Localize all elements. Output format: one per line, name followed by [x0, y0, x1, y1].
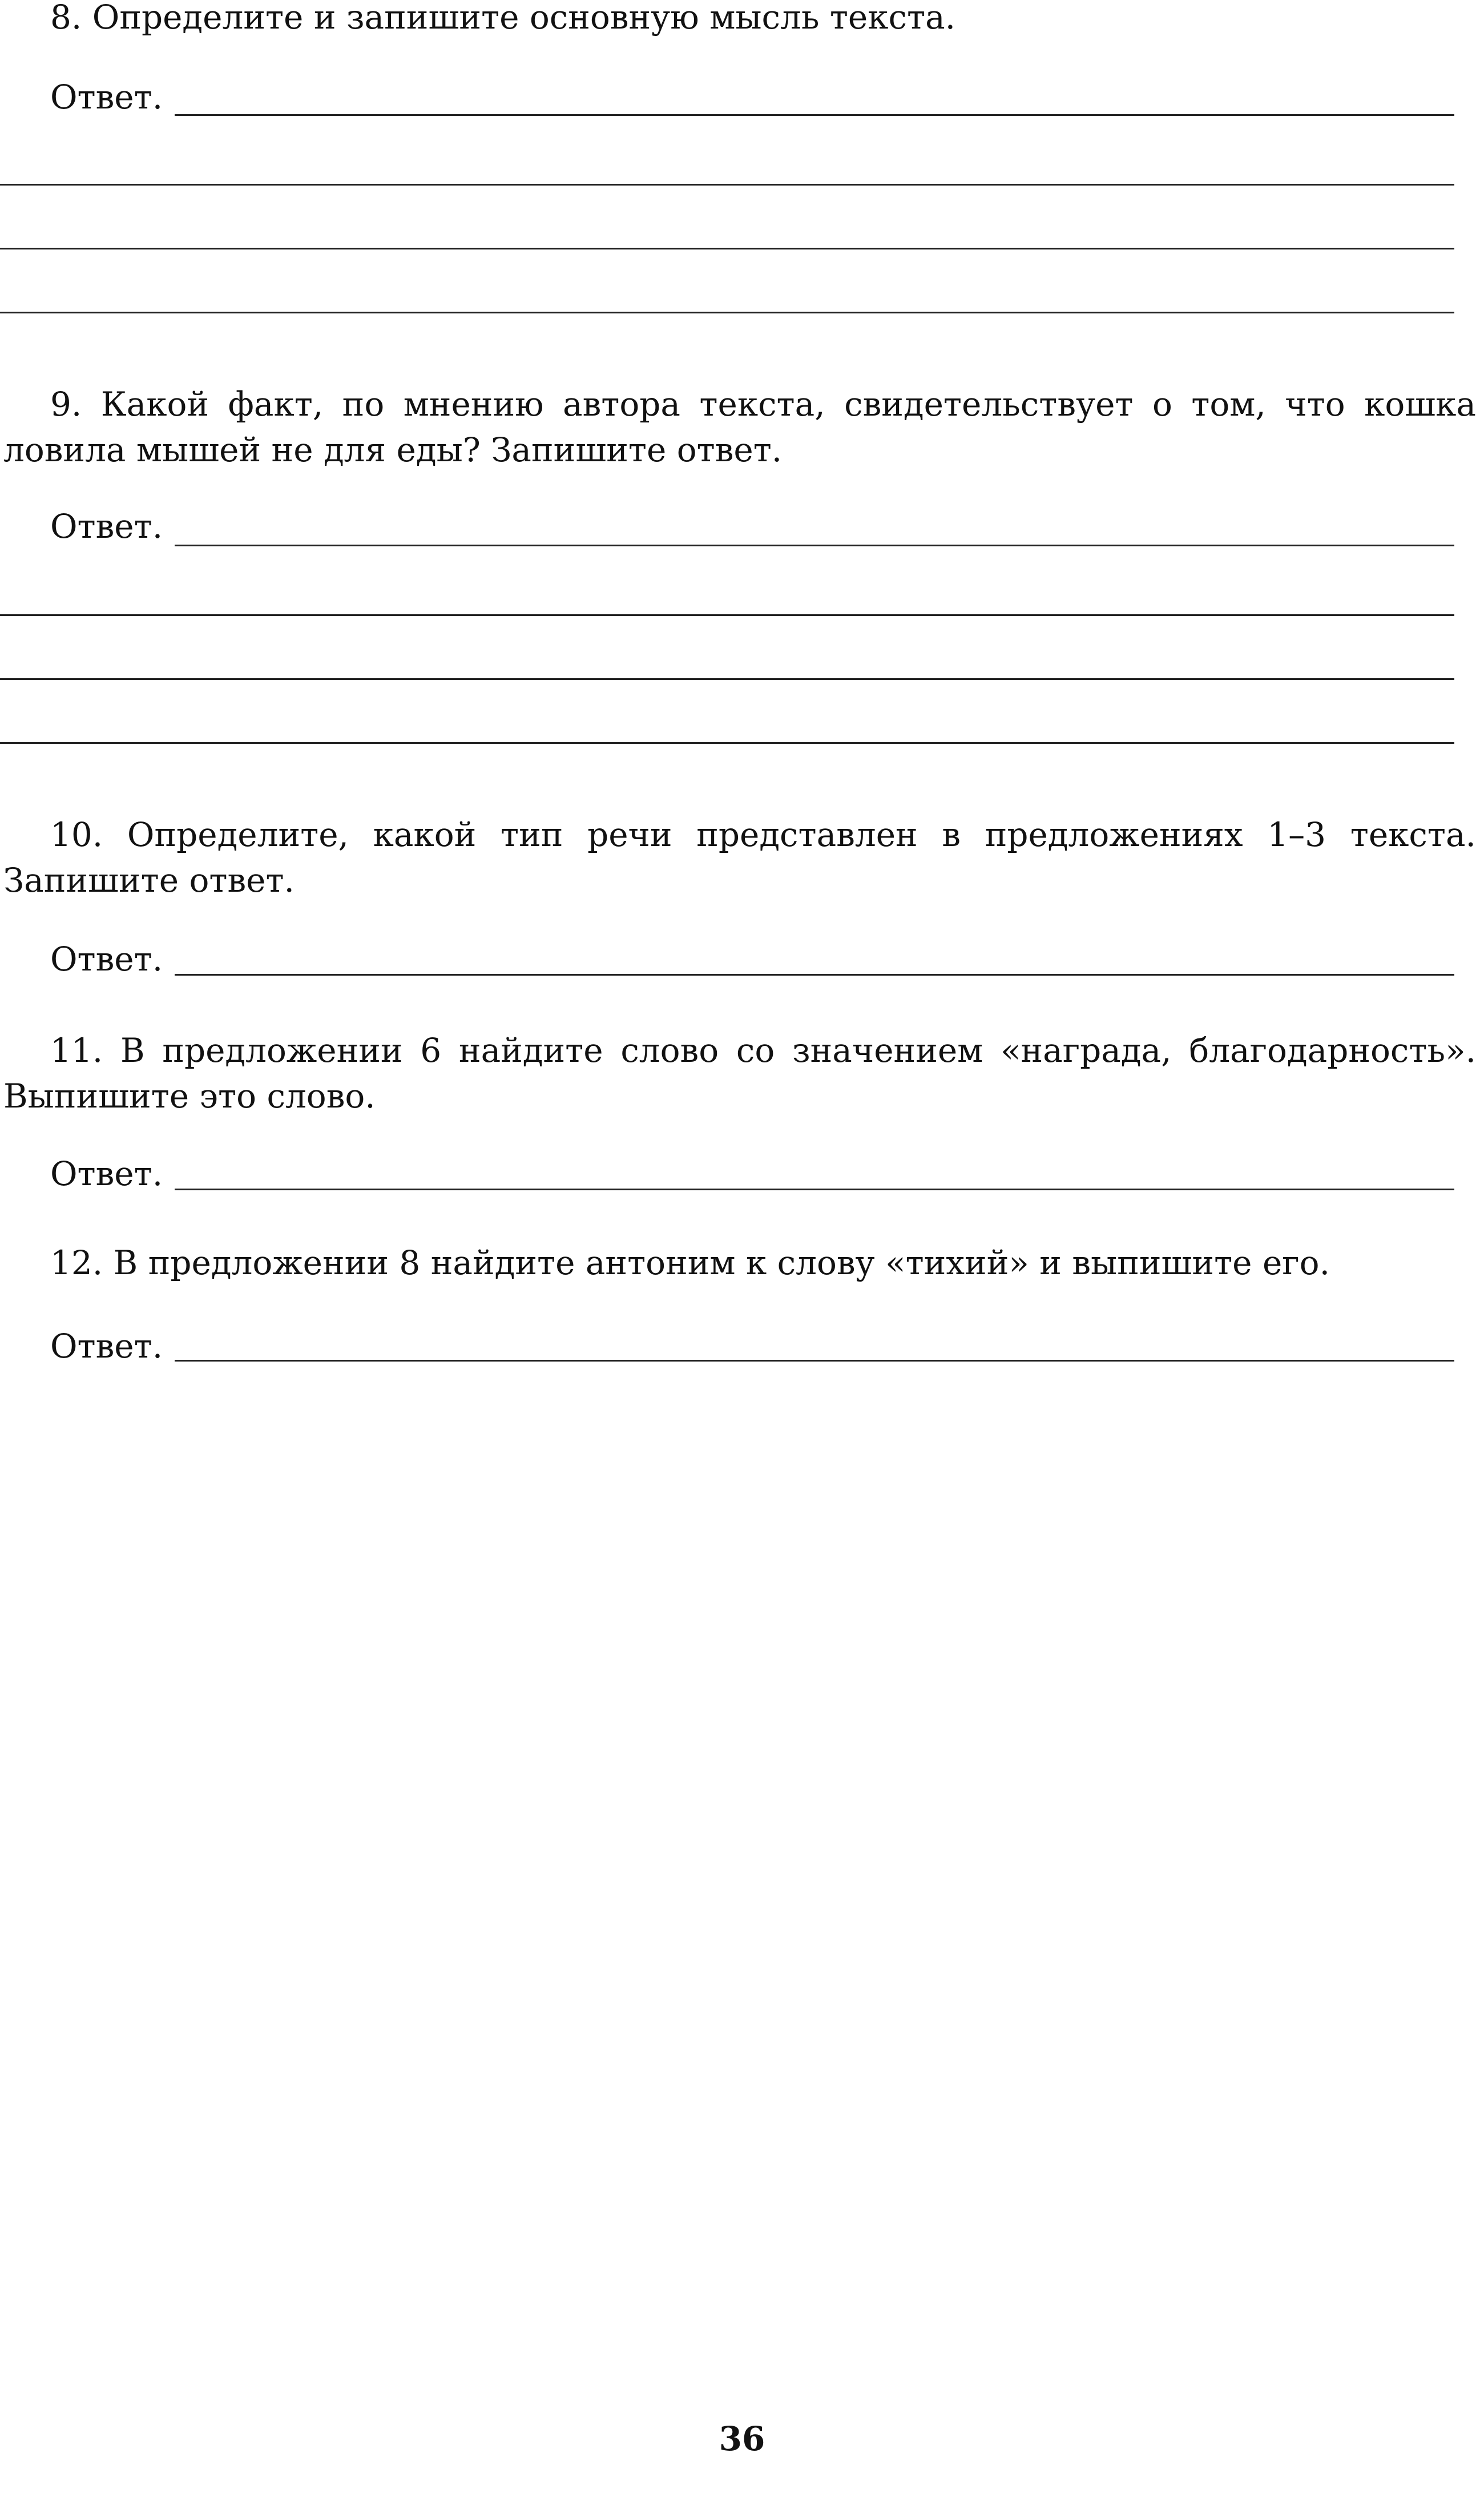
task-11-answer-line[interactable] [175, 1189, 1454, 1190]
answer-label: Ответ. [50, 78, 163, 116]
answer-label: Ответ. [50, 940, 163, 978]
task-8-extra-line-3[interactable] [0, 312, 1454, 313]
task-10-answer-line[interactable] [175, 974, 1454, 976]
task-12-text: 12. В предложении 8 найдите антоним к слову «тихий» и выпишите его. [50, 1243, 1330, 1282]
task-10-text: 10. Определите, какой тип речи представлен в предложениях 1–3 текста. Запишите ответ. [3, 815, 1476, 900]
task-12-answer-line[interactable] [175, 1360, 1454, 1362]
task-8-answer-line[interactable] [175, 114, 1454, 116]
task-9-text: 9. Какой факт, по мнению автора текста, свидетельствует о том, что кошка ловила мышей не для еды? Запишите ответ. [3, 385, 1476, 469]
task-9-extra-line-1[interactable] [0, 614, 1454, 616]
answer-label: Ответ. [50, 507, 163, 546]
task-9-extra-line-3[interactable] [0, 742, 1454, 744]
task-8-extra-line-1[interactable] [0, 184, 1454, 186]
answer-label: Ответ. [50, 1327, 163, 1366]
task-8-text: 8. Определите и запишите основную мысль текста. [50, 0, 956, 37]
task-8-extra-line-2[interactable] [0, 248, 1454, 249]
task-11-text: 11. В предложении 6 найдите слово со значением «награда, благодарность». Выпишите это слово. [3, 1031, 1476, 1115]
task-9-answer-line[interactable] [175, 545, 1454, 546]
answer-label: Ответ. [50, 1154, 163, 1193]
task-9-extra-line-2[interactable] [0, 678, 1454, 680]
page-number: 36 [719, 2419, 765, 2458]
